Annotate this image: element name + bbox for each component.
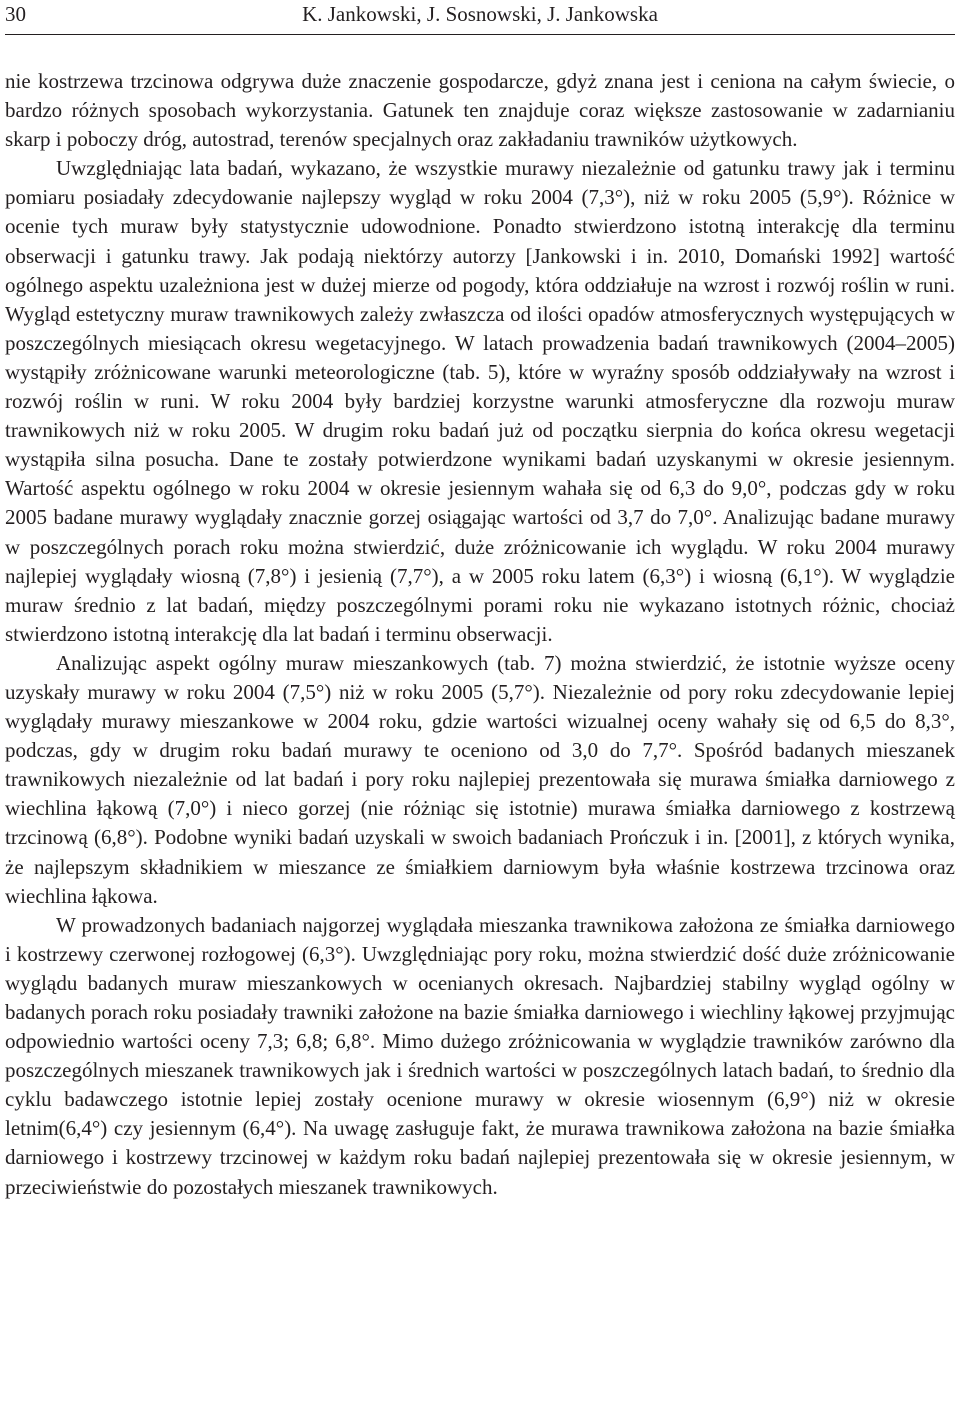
running-header-authors: K. Jankowski, J. Sosnowski, J. Jankowska <box>302 2 658 26</box>
body-text <box>5 67 955 1202</box>
page-number: 30 <box>5 2 26 26</box>
paragraph: W prowadzonych badaniach najgorzej wyglądała mieszanka trawnikowa założona ze śmiałka darniowego i kostrzewy czerwonej rozłogowej (6,3°). Uwzględniając pory roku, można stwierdzić dość duże zróżnicowanie wyglądu badanych muraw mieszankowych w ocenianych okresach. Najbardziej stabilny wygląd ogólny w badanych porach roku posiadały trawniki założone na bazie śmiałka darniowego i wiechliny łąkowej przyjmując odpowiednio wartości oceny 7,3; 6,8; 6,8°. Mimo dużego zróżnicowania w wyglądzie trawników zarówno dla poszczególnych mieszanek trawnikowych jak i średnich wartości w poszczególnych latach badań, to średnio dla cyklu badawczego istotnie lepiej zostały ocenione murawy w okresie wiosennym (6,9°) niż w okresie letnim(6,4°) czy jesiennym (6,4°). Na uwagę zasługuje fakt, że murawa trawnikowa założona na bazie śmiałka darniowego i kostrzewy trzcinowej w każdym roku badań najlepiej prezentowała się w okresie jesiennym, w przeciwieństwie do pozostałych mieszanek trawnikowych. <box>5 912 955 1199</box>
paragraph: Analizując aspekt ogólny muraw mieszankowych (tab. 7) można stwierdzić, że istotnie wyższe oceny uzyskały murawy w roku 2004 (7,5°) niż w roku 2005 (5,7°). Niezależnie od pory roku zdecydowanie lepiej wyglądały murawy mieszankowe w 2004 roku, gdzie wartości wizualnej oceny wahały się od 6,5 do 8,3°, podczas, gdy w drugim roku badań murawy te oceniono od 3,0 do 7,7°. Spośród badanych mieszanek trawnikowych niezależnie od lat badań i pory roku najlepiej prezentowała się murawa śmiałka darniowego z wiechlina łąkową (7,0°) i nieco gorzej (nie różniąc się istotnie) murawa śmiałka darniowego z kostrzewą trzcinową (6,8°). Podobne wyniki badań uzyskali w swoich badaniach Prończuk i in. [2001], z których wynika, że najlepszym składnikiem w mieszance ze śmiałkiem darniowym była właśnie kostrzewa trzcinowa oraz wiechlina łąkowa. <box>5 650 955 908</box>
paragraph-continued: nie kostrzewa trzcinowa odgrywa duże znaczenie gospodarcze, gdyż znana jest i ceniona na całym świecie, o bardzo różnych sposobach wykorzystania. Gatunek ten znajduje coraz większe zastosowanie w zadarnianiu skarp i poboczy dróg, autostrad, terenów specjalnych oraz zakładaniu trawników użytkowych. <box>5 69 955 152</box>
running-header <box>5 0 955 32</box>
paragraph: Uwzględniając lata badań, wykazano, że wszystkie murawy niezależnie od gatunku trawy jak i terminu pomiaru posiadały zdecydowanie najlepszy wygląd w roku 2004 (7,3°), niż w roku 2005 (5,9°). Różnice w ocenie tych muraw były statystycznie udowodnione. Ponadto stwierdzono istotną interakcję dla terminu obserwacji i gatunku trawy. Jak podają niektórzy autorzy [Jankowski i in. 2010, Domański 1992] wartość ogólnego aspektu uzależniona jest w dużej mierze od pogody, która oddziałuje na wzrost i rozwój roślin w runi. Wygląd estetyczny muraw trawnikowych zależy zwłaszcza od ilości opadów atmosferycznych występujących w poszczególnych miesiącach okresu wegetacyjnego. W latach prowadzenia badań trawnikowych (2004–2005) wystąpiły zróżnicowane warunki meteorologiczne (tab. 5), które w wyraźny sposób oddziaływały na wzrost i rozwój roślin w runi. W roku 2004 były bardziej korzystne warunki atmosferyczne dla rozwoju muraw trawnikowych niż w roku 2005. W drugim roku badań już od początku sierpnia do końca okresu wegetacji wystąpiła silna posucha. Dane te zostały potwierdzone wynikami badań uzyskanymi w okresie jesiennym. Wartość aspektu ogólnego w roku 2004 w okresie jesiennym wahała się od 6,3 do 9,0°, podczas gdy w roku 2005 badane murawy wyglądały znacznie gorzej osiągając wartości od 3,7 do 7,0°. Analizując badane murawy w poszczególnych porach roku można stwierdzić, duże zróżnicowanie ich wyglądu. W roku 2004 murawy najlepiej wyglądały wiosną (7,8°) i jesienią (7,7°), a w 2005 roku latem (6,3°) i wiosną (6,1°). W wyglądzie muraw średnio z lat badań, między poszczególnymi porami roku nie wykazano istotnych różnic, chociaż stwierdzono istotną interakcję dla lat badań i terminu obserwacji. <box>5 156 955 646</box>
document-page <box>5 0 955 1199</box>
header-rule <box>5 34 955 35</box>
